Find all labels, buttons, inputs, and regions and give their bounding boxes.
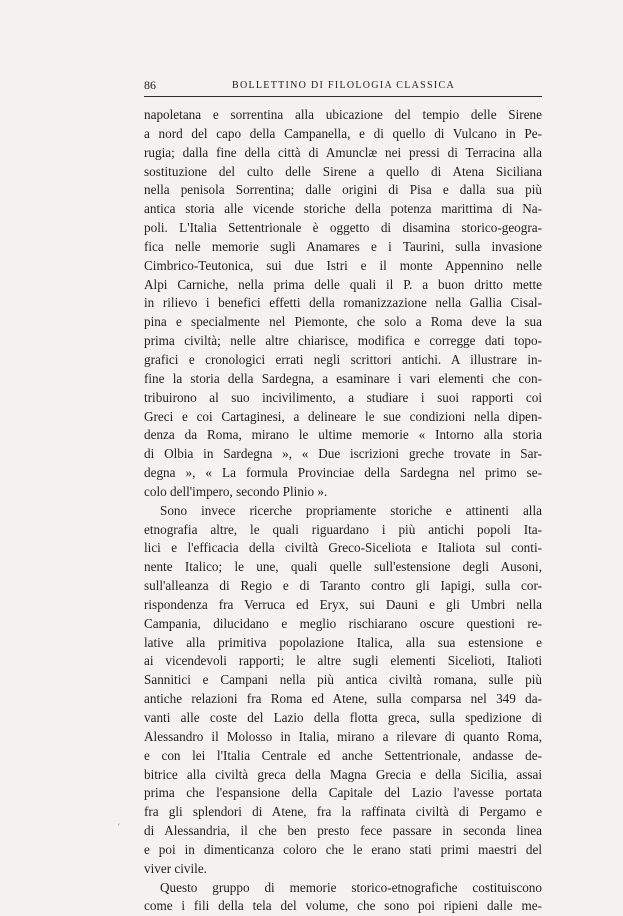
text-line: Questo gruppo di memorie storico-etnografiche costituiscono xyxy=(160,879,542,895)
text-line: di Olbia in Sardegna », « Due iscrizioni greche trovate in Sar- xyxy=(144,446,542,462)
scan-speck: ′ xyxy=(118,822,120,832)
text-line: a nord del capo della Campanella, e di quello di Vulcano in Pe- xyxy=(144,125,542,141)
text-line: in rilievo i benefici effetti della romanizzazione nella Gallia Cisal- xyxy=(144,295,542,311)
text-line: Sannitici e Campani nella più antica civiltà romana, sulle più xyxy=(144,672,542,688)
text-line: poli. L'Italia Settentrionale è oggetto di disamina storico-geogra- xyxy=(144,220,542,236)
text-line: napoletana e sorrentina alla ubicazione del tempio delle Sirene xyxy=(144,107,542,122)
text-line: bitrice alla civiltà greca della Magna Grecia e della Sicilia, assai xyxy=(144,766,542,782)
text-line: prima civiltà; nelle altre chiarisce, modifica e corregge dati topo- xyxy=(144,333,542,349)
text-line: Cimbrico-Teutonica, sui due Istri e il monte Appennino nelle xyxy=(144,257,542,273)
text-line: Alessandro il Molosso in Italia, mirano a rilevare di quanto Roma, xyxy=(144,728,542,744)
text-line: rugia; dalla fine della città di Amunclæ nei pressi di Terracina alla xyxy=(144,144,542,160)
text-line: viver civile. xyxy=(144,860,207,876)
text-line: di Alessandria, il che ben presto fece passare in seconda linea xyxy=(144,823,542,839)
text-line: fra gli splendori di Atene, fra la raffinata civiltà di Pergamo e xyxy=(144,804,542,820)
text-line: sull'alleanza di Regio e di Taranto contro gli Iapigi, sulla cor- xyxy=(144,578,542,594)
text-line: come i fili della tela del volume, che sono poi ripieni dalle me- xyxy=(144,898,542,914)
body-text xyxy=(144,106,542,916)
text-line: prima che l'espansione della Capitale del Lazio l'avesse portata xyxy=(144,785,542,801)
text-line: e poi in dimenticanza coloro che le erano stati primi maestri del xyxy=(144,841,542,857)
running-title: BOLLETTINO DI FILOLOGIA CLASSICA xyxy=(232,80,455,91)
text-line: vanti alle coste del Lazio della flotta greca, sulla spedizione di xyxy=(144,710,542,725)
text-line: etnografia altre, le quali riguardano i più antichi popoli Ita- xyxy=(144,521,542,537)
text-line: antica storia alle vicende storiche della potenza marittima di Na- xyxy=(144,201,542,217)
text-line: grafici e cronologici errati negli scrittori antichi. A illustrare in- xyxy=(144,351,542,367)
text-line: nella penisola Sorrentina; dalle origini di Pisa e dalla sua più xyxy=(144,182,542,198)
text-line: Sono invece ricerche propriamente storiche e attinenti alla xyxy=(160,502,542,518)
text-line: lative alla primitiva popolazione Italica, alla sua estensione e xyxy=(144,634,542,650)
text-line: fine la storia della Sardegna, a esaminare i vari elementi che con- xyxy=(144,370,542,386)
text-line: antiche relazioni fra Roma ed Atene, sulla comparsa nel 349 da- xyxy=(144,691,542,707)
text-line: rispondenza fra Verruca ed Eryx, sui Dauni e gli Umbri nella xyxy=(144,596,542,612)
header-rule xyxy=(144,96,542,97)
text-line: denza da Roma, mirano le ultime memorie « Intorno alla storia xyxy=(144,427,542,443)
text-line: pina e specialmente nel Piemonte, che solo a Roma deve la sua xyxy=(144,314,542,330)
text-line: fica nelle memorie sugli Anamares e i Taurini, sulla invasione xyxy=(144,238,542,254)
text-line: Greci e coi Cartaginesi, a delineare le sue condizioni nella dipen- xyxy=(144,408,542,424)
text-line: nente Italico; le une, quali quelle sull'estensione degli Ausoni, xyxy=(144,559,542,575)
text-line: tribuirono al suo incivilimento, a studiare i suoi rapporti coi xyxy=(144,389,542,405)
page-number: 86 xyxy=(144,78,156,92)
text-line: colo dell'impero, secondo Plinio ». xyxy=(144,483,328,499)
text-line: Campania, dilucidano e meglio rischiarano oscure questioni re- xyxy=(144,615,542,631)
text-line: ai vicendevoli rapporti; le altre sugli elementi Sicelioti, Italioti xyxy=(144,653,542,669)
page-header xyxy=(144,78,542,98)
text-line: degna », « La formula Provinciae della Sardegna nel primo se- xyxy=(144,465,542,481)
text-line: Alpi Carniche, nella prima delle quali il P. a buon dritto mette xyxy=(144,276,542,292)
text-line: sostituzione del culto delle Sirene a quello di Atena Siciliana xyxy=(144,163,542,179)
text-line: lici e l'efficacia della civiltà Greco-Siceliota e Italiota sul conti- xyxy=(144,540,542,556)
text-line: e con lei l'Italia Centrale ed anche Settentrionale, andasse de- xyxy=(144,747,542,763)
